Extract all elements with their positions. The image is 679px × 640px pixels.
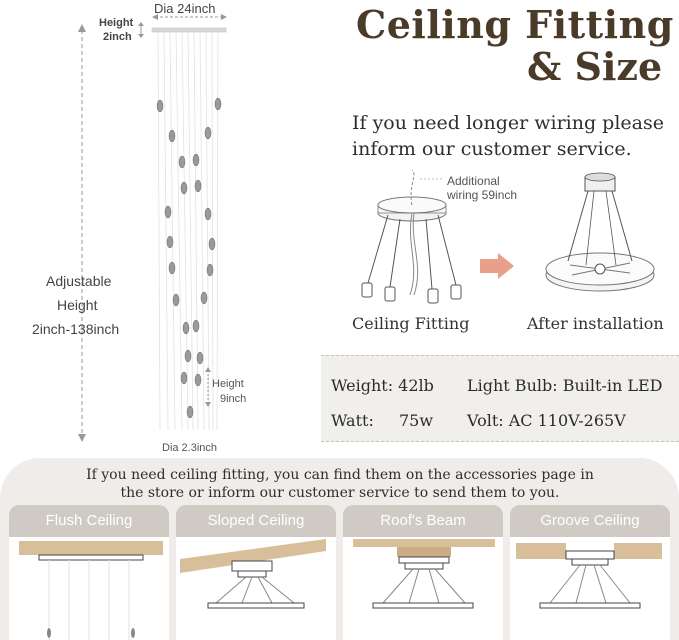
- chandelier-diagram: [0, 0, 330, 458]
- ceiling-type-sloped: [176, 505, 336, 640]
- additional-wiring-label-1: Additional: [447, 174, 500, 188]
- drop-height-label-1: Height: [212, 378, 244, 390]
- weight-spec: Weight: 42lb: [331, 376, 434, 395]
- accessories-note: [40, 466, 640, 502]
- height-top-label-2: 2inch: [103, 31, 132, 43]
- page-title-line-1: Ceiling Fitting: [356, 2, 674, 47]
- ceiling-type-label: Groove Ceiling: [510, 505, 670, 537]
- dia-top-label: Dia 24inch: [154, 1, 216, 16]
- ceiling-type-roofs-beam: [343, 505, 503, 640]
- groove-ceiling-illustration: [510, 537, 670, 640]
- sloped-ceiling-illustration: [176, 537, 336, 640]
- adjustable-label-3: 2inch-138inch: [32, 321, 120, 337]
- height-top-label-1: Height: [99, 17, 134, 29]
- adjustable-label-2: Height: [57, 297, 98, 313]
- roofs-beam-illustration: [343, 537, 503, 640]
- chandelier-illustration: [0, 0, 330, 458]
- additional-wiring-label-2: wiring 59inch: [447, 188, 518, 202]
- watt-spec-value: 75w: [399, 411, 434, 430]
- ceiling-type-groove: [510, 505, 670, 640]
- ceiling-type-flush: [9, 505, 169, 640]
- drop-height-label-2: 9inch: [220, 393, 247, 405]
- light-bulb-spec: Light Bulb: Built-in LED: [467, 376, 663, 395]
- ceiling-fitting-caption: Ceiling Fitting: [352, 314, 470, 333]
- ceiling-type-label: Sloped Ceiling: [176, 505, 336, 537]
- wiring-note: If you need longer wiring please inform our customer service.: [352, 112, 664, 160]
- dia-bottom-label: Dia 2.3inch: [162, 442, 218, 454]
- adjustable-label-1: Adjustable: [46, 273, 112, 289]
- accessories-note-line-2: the store or inform our customer service to send them to you.: [120, 485, 560, 501]
- accessories-note-line-1: If you need ceiling fitting, you can find them on the accessories page in: [86, 467, 594, 483]
- specs-panel: [321, 355, 679, 442]
- ceiling-type-label: Flush Ceiling: [9, 505, 169, 537]
- after-installation-caption: After installation: [527, 314, 664, 333]
- watt-spec-label: Watt:: [331, 411, 374, 430]
- flush-ceiling-illustration: [9, 537, 169, 640]
- ceiling-type-label: Roof's Beam: [343, 505, 503, 537]
- volt-spec: Volt: AC 110V-265V: [467, 411, 626, 430]
- page-title-line-2: & Size: [527, 44, 663, 89]
